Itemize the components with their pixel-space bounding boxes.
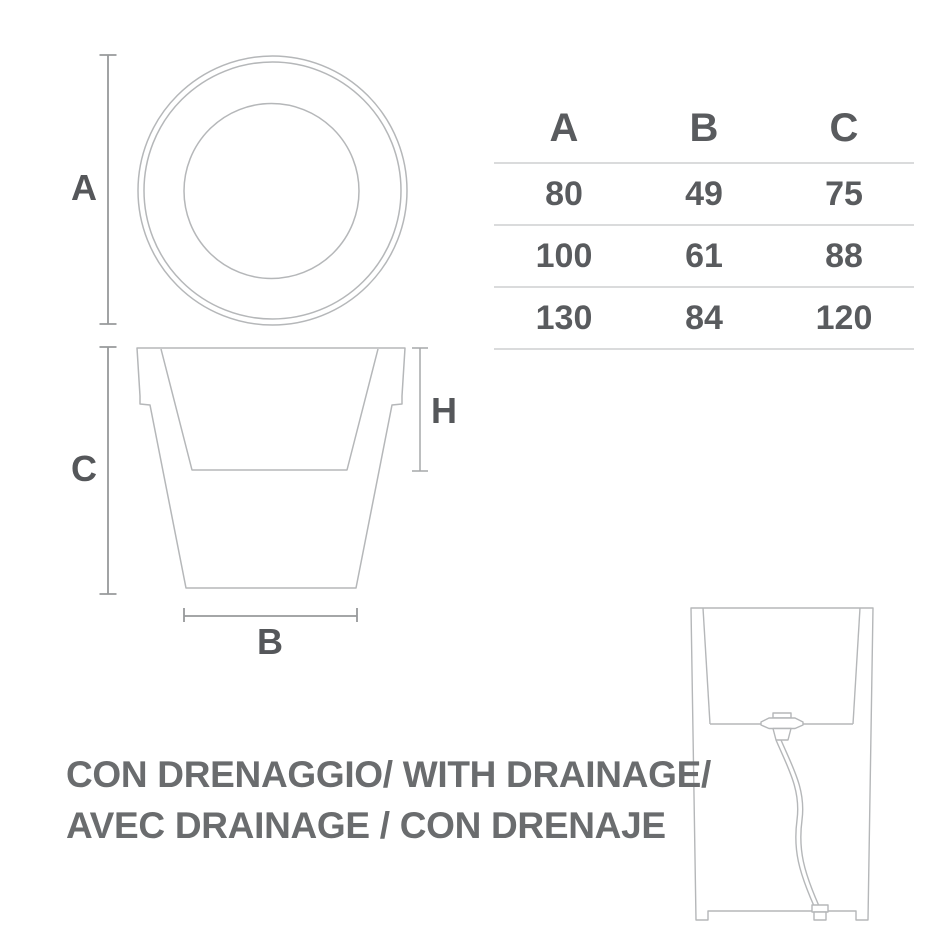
dimension-label-a: A xyxy=(71,167,97,208)
drain-flange xyxy=(761,718,803,729)
tall-pot-outline xyxy=(691,608,873,920)
dimension-label-b: B xyxy=(257,621,283,662)
dimension-label-h: H xyxy=(431,390,457,431)
size-table-row xyxy=(494,226,914,288)
table-cell: 130 xyxy=(535,298,593,337)
side-view-drawing xyxy=(137,348,405,588)
pot-rim-inner-edge-circle xyxy=(144,62,401,319)
table-cell: 49 xyxy=(685,174,723,213)
tube-connector-body xyxy=(814,912,826,920)
drainage-caption-line1: CON DRENAGGIO/ WITH DRAINAGE/ xyxy=(66,754,711,795)
tall-pot-cavity-left xyxy=(703,608,710,724)
size-table-header: B xyxy=(689,106,719,150)
drain-plug-top xyxy=(773,713,791,718)
table-cell: 100 xyxy=(535,236,593,275)
size-table-row xyxy=(494,164,914,226)
dimension-line-b xyxy=(184,608,357,622)
tall-pot-cavity-right xyxy=(853,608,860,724)
table-cell: 61 xyxy=(685,236,723,275)
table-cell: 120 xyxy=(815,298,873,337)
table-cell: 75 xyxy=(825,174,863,213)
table-cell: 80 xyxy=(545,174,583,213)
table-cell: 88 xyxy=(825,236,863,275)
dimension-line-c xyxy=(100,347,117,594)
drainage-caption xyxy=(66,749,711,851)
drain-tube xyxy=(776,740,814,906)
tube-connector-band xyxy=(812,905,828,912)
dimension-line-h xyxy=(412,348,428,471)
drainage-caption-line2: AVEC DRAINAGE / CON DRENAJE xyxy=(66,805,666,846)
size-table-header: C xyxy=(829,106,859,150)
top-view-drawing xyxy=(138,56,407,325)
pot-outer-rim-circle xyxy=(138,56,407,325)
table-cell: 84 xyxy=(685,298,723,337)
pot-outer-profile xyxy=(137,348,405,588)
pot-cavity-circle xyxy=(184,104,359,279)
dimension-line-a xyxy=(100,55,117,324)
pot-inner-cavity xyxy=(161,349,378,470)
drainage-drawing xyxy=(691,608,873,920)
size-table-header-row xyxy=(494,95,914,164)
size-table-row xyxy=(494,288,914,350)
dimension-label-c: C xyxy=(71,448,97,489)
drain-nut xyxy=(773,729,791,741)
size-table-header: A xyxy=(549,106,579,150)
size-table xyxy=(494,95,914,350)
